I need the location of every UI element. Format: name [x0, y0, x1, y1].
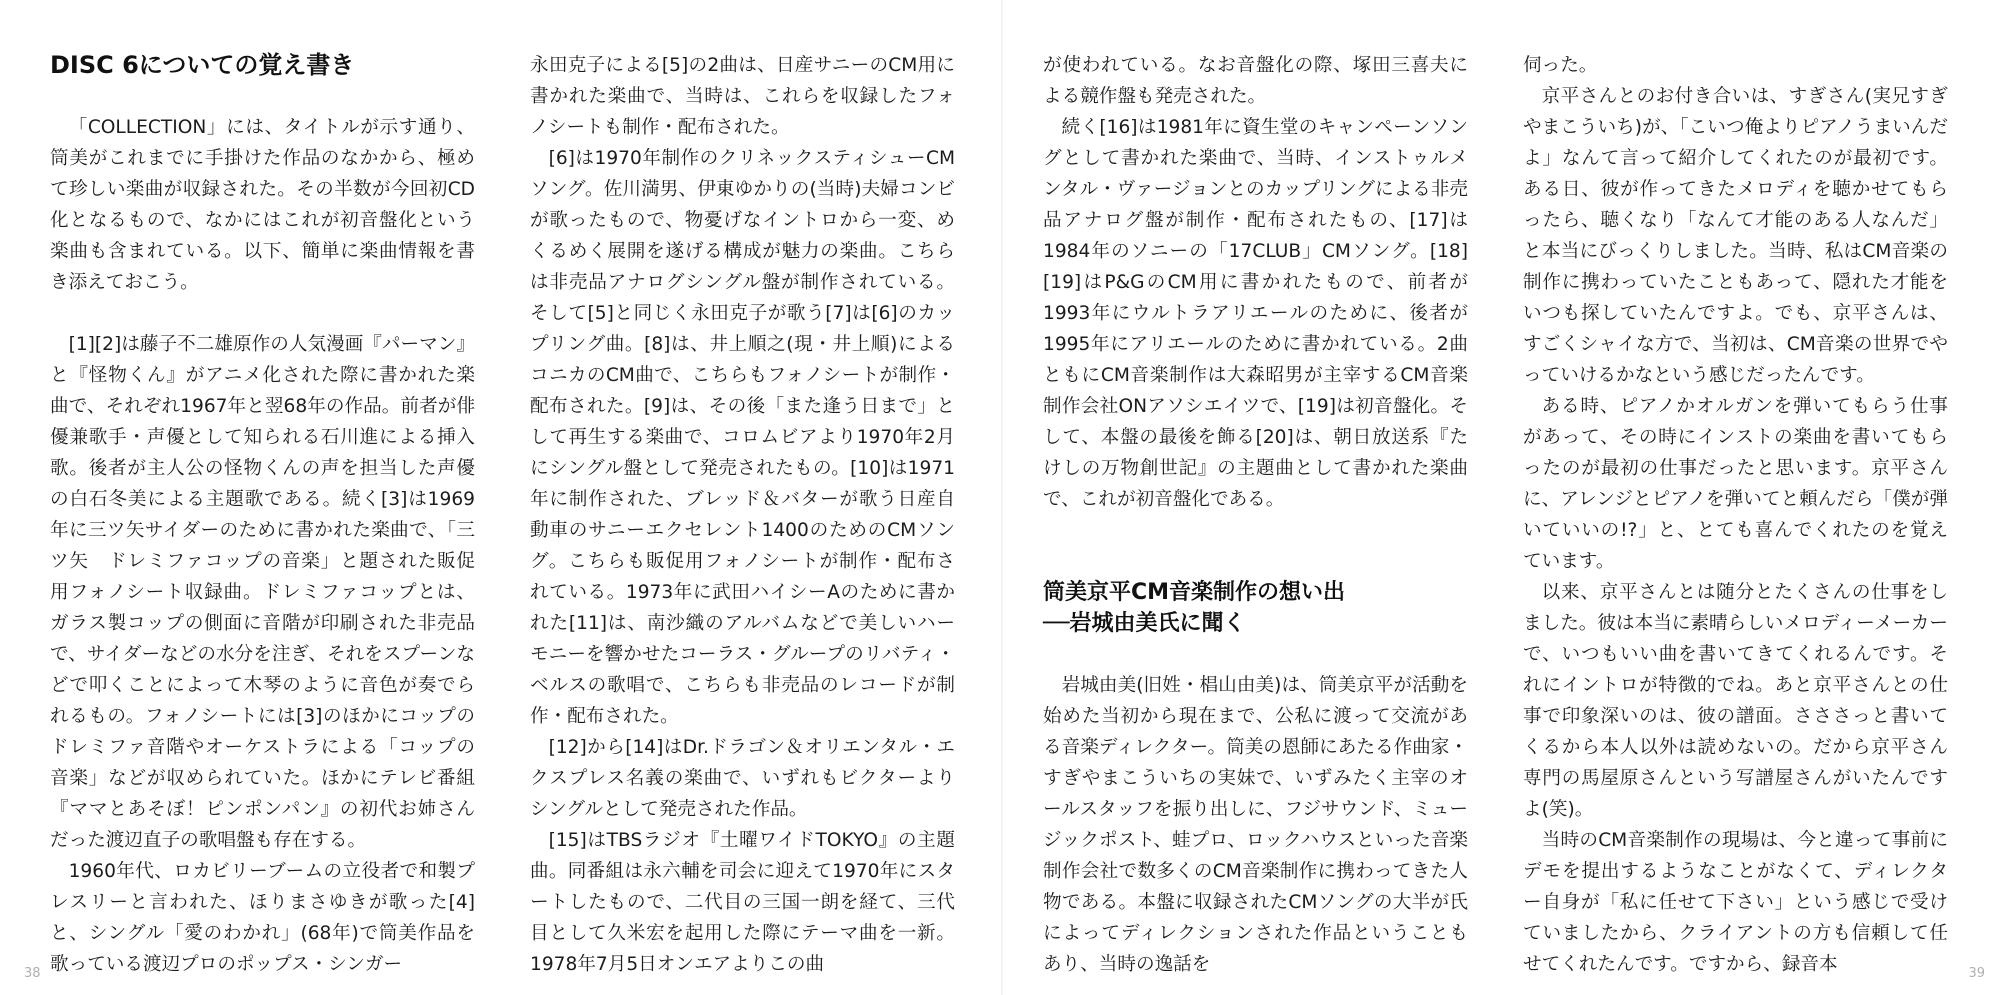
- right-page: [1003, 0, 2005, 995]
- paragraph: が使われている。なお音盤化の際、塚田三喜夫による競作盤も発売された。: [1043, 55, 1468, 107]
- section-heading-interview: 筒美京平CM音楽制作の想い出 ──岩城由美氏に聞く: [1043, 580, 1346, 636]
- paragraph: [6]は1970年制作のクリネックスティシューCMソング。佐川満男、伊東ゆかりの(当時)夫婦コンビが歌ったもので、物憂げなイントロから一変、めくるめく展開を遂げる構成が魅力の楽曲。こちらは非売品アナログシングル盤が制作されている。そして[5]と同じく永田克子が歌う[7]は[6]のカップリング曲。[8]は、井上順之(現・井上順)によるコニカのCM曲で、こちらもフォノシートが制作・配布された。[9]は、その後「また逢う日まで」として再生する楽曲で、コロムビアより1970年2月にシングル盤として発売されたもの。[10]は1971年に制作された、ブレッド＆バターが歌う日産自動車のサニーエクセレント1400のためのCMソング。こちらも販促用フォノシートが制作・配布されている。1973年に武田ハイシーAのために書かれた[11]は、南沙織のアルバムなどで美しいハーモニーを響かせたコーラス・グループのリバティ・ベルスの歌唱で、こちらも非売品のレコードが制作・配布された。: [530, 148, 955, 727]
- paragraph: 永田克子による[5]の2曲は、日産サニーのCM用に書かれた楽曲で、当時は、これらを収録したフォノシートも制作・配布された。: [530, 55, 955, 138]
- paragraph: 岩城由美(旧姓・椙山由美)は、筒美京平が活動を始めた当初から現在まで、公私に渡って交流がある音楽ディレクター。筒美の恩師にあたる作曲家・すぎやまこういちの実妹で、いずみたく主宰のオールスタッフを振り出しに、フジサウンド、ミュージックポスト、蛙プロ、ロックハウスといった音楽制作会社で数多くのCM音楽制作に携わってきた人物である。本盤に収録されたCMソングの大半が氏によってディレクションされた作品ということもあり、当時の逸話を: [1043, 675, 1468, 975]
- paragraph: 当時のCM音楽制作の現場は、今と違って事前にデモを提出するようなことがなくて、ディレクター自身が「私に任せて下さい」という感じで受けていましたから、クライアントの方も信頼して任せてくれたんです。ですから、録音本: [1523, 830, 1948, 975]
- page-number-right: 39: [1968, 966, 1985, 981]
- paragraph: [12]から[14]はDr.ドラゴン＆オリエンタル・エクスプレス名義の楽曲で、いずれもビクターよりシングルとして発売された作品。: [530, 737, 955, 820]
- paragraph: 「COLLECTION」には、タイトルが示す通り、筒美がこれまでに手掛けた作品のなかから、極めて珍しい楽曲が収録された。その半数が今回初CD化となるもので、なかにはこれが初音盤化という楽曲も含まれている。以下、簡単に楽曲情報を書き添えておこう。: [50, 117, 475, 293]
- left-column-1: [50, 50, 475, 980]
- paragraph: 続く[16]は1981年に資生堂のキャンペーンソングとして書かれた楽曲で、当時、インストゥルメンタル・ヴァージョンとのカップリングによる非売品アナログ盤が制作・配布されたもの、[17]は1984年のソニーの「17CLUB」CMソング。[18][19]はP&GのCM用に書かれたもので、前者が1993年にウルトラアリエールのために、後者が1995年にアリエールのために書かれている。2曲ともにCM音楽制作は大森昭男が主宰するCM音楽制作会社ONアソシエイツで、[19]は初音盤化。そして、本盤の最後を飾る[20]は、朝日放送系『たけしの万物創世記』の主題曲として書かれた楽曲で、これが初音盤化である。: [1043, 117, 1468, 510]
- right-column-1: [1043, 50, 1468, 980]
- paragraph: 以来、京平さんとは随分とたくさんの仕事をしました。彼は本当に素晴らしいメロディーメーカーで、いつもいい曲を書いてきてくれるんです。それにイントロが特徴的でね。あと京平さんとの仕事で印象深いのは、彼の譜面。さささっと書いてくるから本人以外は読めないの。だから京平さん専門の馬屋原さんという写譜屋さんがいたんですよ(笑)。: [1523, 582, 1948, 820]
- right-column-2: [1523, 50, 1948, 980]
- paragraph: 1960年代、ロカビリーブームの立役者で和製プレスリーと言われた、ほりまさゆきが歌った[4]と、シングル「愛のわかれ」(68年)で筒美作品を歌っている渡辺プロのポップス・シンガー: [50, 861, 475, 975]
- paragraph: 伺った。: [1523, 55, 1598, 76]
- paragraph: 京平さんとのお付き合いは、すぎさん(実兄すぎやまこういち)が、「こいつ俺よりピアノうまいんだよ」なんて言って紹介してくれたのが最初です。ある日、彼が作ってきたメロディを聴かせてもらったら、聴くなり「なんて才能のある人なんだ」と本当にびっくりしました。当時、私はCM音楽の制作に携わっていたこともあって、隠れた才能をいつも探していたんですよ。でも、京平さんは、すごくシャイな方で、当初は、CM音楽の世界でやっていけるかなという感じだったんです。: [1523, 86, 1948, 386]
- left-page: [0, 0, 1002, 995]
- left-column-2: [530, 50, 955, 980]
- paragraph: [1][2]は藤子不二雄原作の人気漫画『パーマン』と『怪物くん』がアニメ化された際に書かれた楽曲で、それぞれ1967年と翌68年の作品。前者が俳優兼歌手・声優として知られる石川進による挿入歌。後者が主人公の怪物くんの声を担当した声優の白石冬美による主題歌である。続く[3]は1969年に三ツ矢サイダーのために書かれた楽曲で、「三ツ矢 ドレミファコップの音楽」と題された販促用フォノシート収録曲。ドレミファコップとは、ガラス製コップの側面に音階が印刷された非売品で、サイダーなどの水分を注ぎ、それをスプーンなどで叩くことによって木琴のように音色が奏でられるもの。フォノシートには[3]のほかにコップのドレミファ音階やオーケストラによる「コップの音楽」などが収められていた。ほかにテレビ番組『ママとあそぼ！ピンポンパン』の初代お姉さんだった渡辺直子の歌唱盤も存在する。: [50, 334, 475, 851]
- section-heading-disc6: DISC 6についての覚え書き: [50, 51, 355, 79]
- page-number-left: 38: [24, 966, 41, 981]
- paragraph: ある時、ピアノかオルガンを弾いてもらう仕事があって、その時にインストの楽曲を書いてもらったのが最初の仕事だったと思います。京平さんに、アレンジとピアノを弾いてと頼んだら「僕が弾いていいの!?」と、とても喜んでくれたのを覚えています。: [1523, 396, 1948, 572]
- paragraph: [15]はTBSラジオ『土曜ワイドTOKYO』の主題曲。同番組は永六輔を司会に迎えて1970年にスタートしたもので、二代目の三国一朗を経て、三代目として久米宏を起用した際にテーマ曲を一新。1978年7月5日オンエアよりこの曲: [530, 830, 955, 975]
